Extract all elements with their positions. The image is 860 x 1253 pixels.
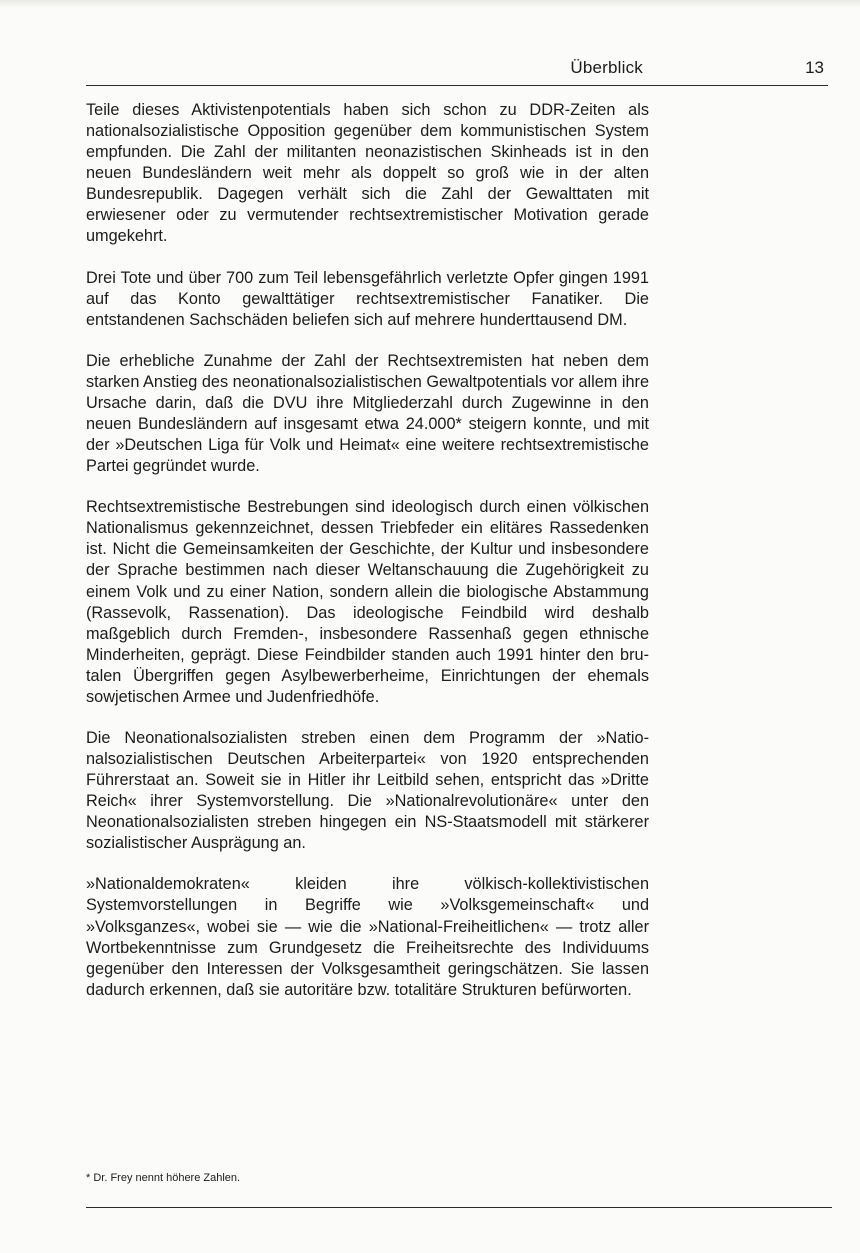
header-rule xyxy=(86,85,828,86)
paragraph-3: Die erhebliche Zunahme der Zahl der Rechtsextremisten hat neben dem starken Anstieg des neonationalsozialistischen Gewaltpotentials vor allem ihre Ursache darin, daß die DVU ihre Mitgliederzahl durch Zugewinne in den neuen Bundesländern auf insgesamt etwa 24.000* steigern konnte, und mit der »Deutschen Liga für Volk und Heimat« eine weitere rechtsextremistische Partei gegründet wurde. xyxy=(86,351,649,476)
page-number: 13 xyxy=(805,58,824,77)
paragraph-5: Die Neonationalsozialisten streben einen dem Programm der »Nationalsozialistischen Deutschen Arbeiterpartei« von 1920 entsprechenden Führerstaat an. Soweit sie in Hitler ihr Leitbild sehen, entspricht das »Dritte Reich« ihrer Systemvorstellung. Die »Nationalrevolutionäre« unter den Neonationalsozialisten streben hingegen ein NS-Staatsmodell mit stärkerer sozialistischer Ausprägung an. xyxy=(86,728,649,853)
page-header xyxy=(86,52,828,86)
footer-rule xyxy=(86,1207,832,1208)
paragraph-2: Drei Tote und über 700 zum Teil lebensgefährlich verletzte Opfer gingen 1991 auf das Konto gewalttätiger rechtsextremistischer Fanatiker. Die entstandenen Sachschäden beliefen sich auf mehrere hunderttausend DM. xyxy=(86,268,649,329)
body-text xyxy=(86,100,649,1021)
paragraph-1: Teile dieses Aktivistenpotentials haben sich schon zu DDR-Zeiten als nationalsozialistische Opposition gegenüber dem kommunistischen System empfunden. Die Zahl der militanten neonazistischen Skinheads ist in den neuen Bundesländern weit mehr als doppelt so groß wie in der alten Bundesrepublik. Dagegen verhält sich die Zahl der Gewalttaten mit erwiesener oder zu vermutender rechtsextremistischer Motivation gerade umgekehrt. xyxy=(86,101,649,246)
footnote: * Dr. Frey nennt höhere Zahlen. xyxy=(86,1172,241,1184)
running-head: Überblick xyxy=(570,58,643,77)
page-top-edge xyxy=(0,0,860,8)
paragraph-6: »Nationaldemokraten« kleiden ihre völkisch-kollektivistischen Systemvorstellungen in Begriffe wie »Volksgemeinschaft« und »Volksganzes«, wobei sie — wie die »National-Freiheitlichen« — trotz aller Wortbekenntnisse zum Grundgesetz die Freiheitsrechte des Individuums gegenüber den Interessen der Volksgesamtheit geringschätzen. Sie lassen dadurch erkennen, daß sie autoritäre bzw. totalitäre Strukturen befürworten. xyxy=(86,875,649,999)
paragraph-4: Rechtsextremistische Bestrebungen sind ideologisch durch einen völkischen Nationalismus gekennzeichnet, dessen Triebfeder ein elitäres Rassedenken ist. Nicht die Gemeinsamkeiten der Geschichte, der Kultur und insbesondere der Sprache bestimmen nach dieser Weltanschauung die Zugehörigkeit zu einem Volk und zu einer Nation, sondern allein die biologische Abstammung (Rassevolk, Rassenation). Das ideologische Feindbild wird deshalb maßgeblich durch Fremden-, insbesondere Rassenhaß gegen ethnische Minderheiten, geprägt. Diese Feindbilder standen auch 1991 hinter den brutalen Übergriffen gegen Asylbewerberheime, Einrichtungen der ehemals sowjetischen Armee und Judenfriedhöfe. xyxy=(86,498,649,706)
